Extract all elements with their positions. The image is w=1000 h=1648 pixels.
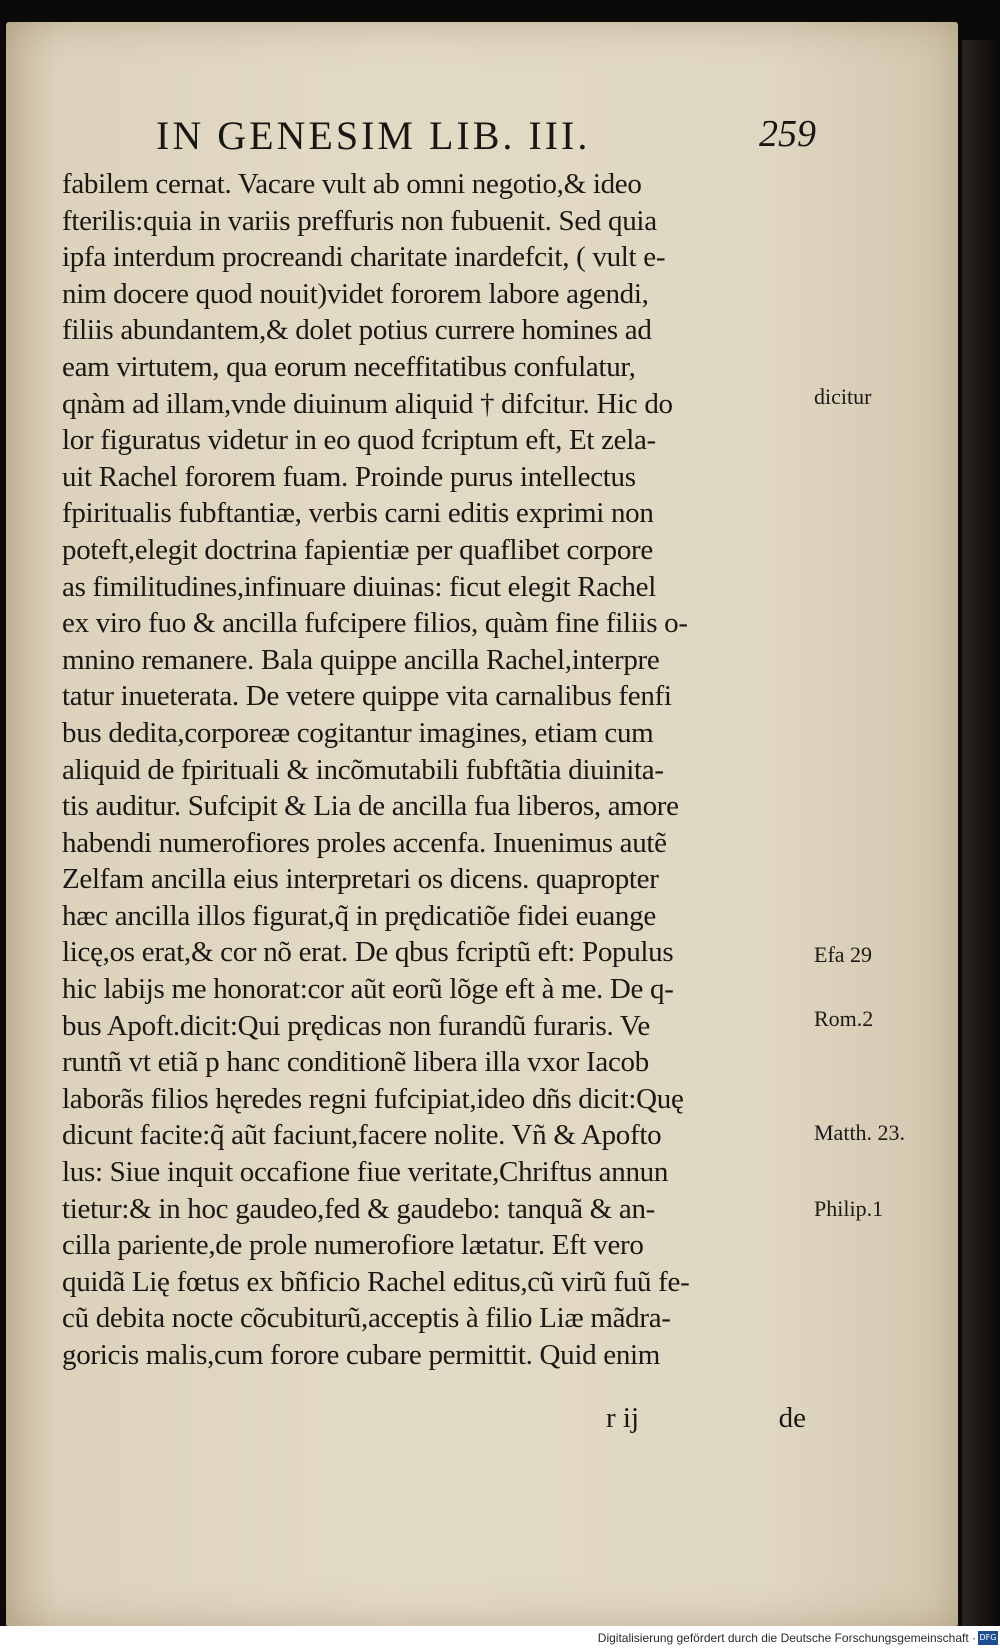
body-text [62, 166, 802, 1374]
funding-credit: Digitalisierung gefördert durch die Deutsche Forschungsgemeinschaft · [597, 1631, 976, 1645]
catchword: de [778, 1402, 806, 1434]
text-line: cilla pariente,de prole numerofiore lætatur. Eft vero [62, 1229, 644, 1262]
text-line: lor figuratus videtur in eo quod fcriptum eft, Et zela- [62, 424, 656, 457]
text-line: eam virtutem, qua eorum neceffitatibus confulatur, [62, 350, 636, 383]
text-line: licę,os erat,& cor nõ erat. De qbus fcriptũ eft: Populus [62, 936, 674, 969]
text-line: habendi numerofiores proles accenfa. Inuenimus autẽ [62, 826, 667, 859]
running-header [156, 112, 816, 162]
text-line: fabilem cernat. Vacare vult ab omni negotio,& ideo [62, 168, 642, 200]
text-line: fterilis:quia in variis preffuris non fubuenit. Sed quia [62, 204, 657, 237]
text-line: Zelfam ancilla eius interpretari os dicens. quapropter [62, 863, 659, 896]
text-line: mnino remanere. Bala quippe ancilla Rachel,interpre [62, 643, 660, 676]
text-line: cũ debita nocte cõcubiturũ,acceptis à filio Liæ mãdra- [62, 1302, 671, 1335]
text-line: ex viro fuo & ancilla fufcipere filios, quàm fine filiis o- [62, 607, 688, 640]
text-line: dicunt facite:q̃ aũt faciunt,facere nolite. Vñ & Apofto [62, 1119, 662, 1152]
margin-note: dicitur [814, 384, 872, 409]
book-page [6, 22, 958, 1627]
text-line: ipfa interdum procreandi charitate inardefcit, ( vult e- [62, 241, 666, 274]
text-line: runtñ vt etiã p hanc conditionẽ libera illa vxor Iacob [62, 1046, 649, 1079]
margin-note: Efa 29 [814, 942, 873, 967]
text-line: quidã Lię fœtus ex bñficio Rachel editus,cũ virũ fuũ fe- [62, 1265, 690, 1298]
text-line: tatur inueterata. De vetere quippe vita carnalibus fenfi [62, 680, 672, 713]
text-line: tietur:& in hoc gaudeo,fed & gaudebo: tanquã & an- [62, 1192, 656, 1225]
text-line: nim docere quod nouit)videt fororem labore agendi, [62, 277, 649, 310]
text-line: poteft,elegit doctrina fapientiæ per quaflibet corpore [62, 533, 653, 566]
text-line: hic labijs me honorat:cor aũt eorũ lõge eft à me. De q- [62, 973, 674, 1006]
text-line: goricis malis,cum forore cubare permittit. Quid enim [62, 1339, 661, 1371]
text-line: as fimilitudines,infinuare diuinas: ficut elegit Rachel [62, 570, 656, 603]
text-line: aliquid de fpirituali & incõmutabili fubftãtia diuinita- [62, 753, 664, 786]
text-line: qnàm ad illam,vnde diuinum aliquid † difcitur. Hic do [62, 387, 673, 420]
text-line: fpiritualis fubftantiæ, verbis carni editis exprimi non [62, 497, 654, 530]
margin-note: Rom.2 [814, 1006, 874, 1031]
text-line: tis auditur. Sufcipit & Lia de ancilla fua liberos, amore [62, 790, 679, 823]
margin-note: Philip.1 [814, 1196, 884, 1221]
running-title: IN GENESIM LIB. III. [156, 113, 591, 158]
text-line: lus: Siue inquit occafione fiue veritate,Chriftus annun [62, 1156, 669, 1189]
text-line: bus dedita,corporeæ cogitantur imagines, etiam cum [62, 716, 654, 749]
page-number: 259 [759, 113, 816, 155]
text-line: laborãs filios hęredes regni fufcipiat,ideo dñs dicit:Quę [62, 1082, 684, 1115]
book-edge [962, 40, 1000, 1640]
text-line: bus Apoft.dicit:Qui prędicas non furandũ furaris. Ve [62, 1009, 650, 1042]
text-line: hæc ancilla illos figurat,q̃ in prędicatiõe fidei euange [62, 899, 656, 932]
signature-mark: r ij [606, 1402, 640, 1434]
footer-strip [0, 1626, 1000, 1648]
dfg-logo: DFG [978, 1631, 998, 1645]
margin-note: Matth. 23. [814, 1120, 906, 1145]
text-line: uit Rachel fororem fuam. Proinde purus intellectus [62, 460, 636, 493]
catchword-line [576, 1402, 806, 1438]
text-line: filiis abundantem,& dolet potius currere homines ad [62, 314, 652, 347]
